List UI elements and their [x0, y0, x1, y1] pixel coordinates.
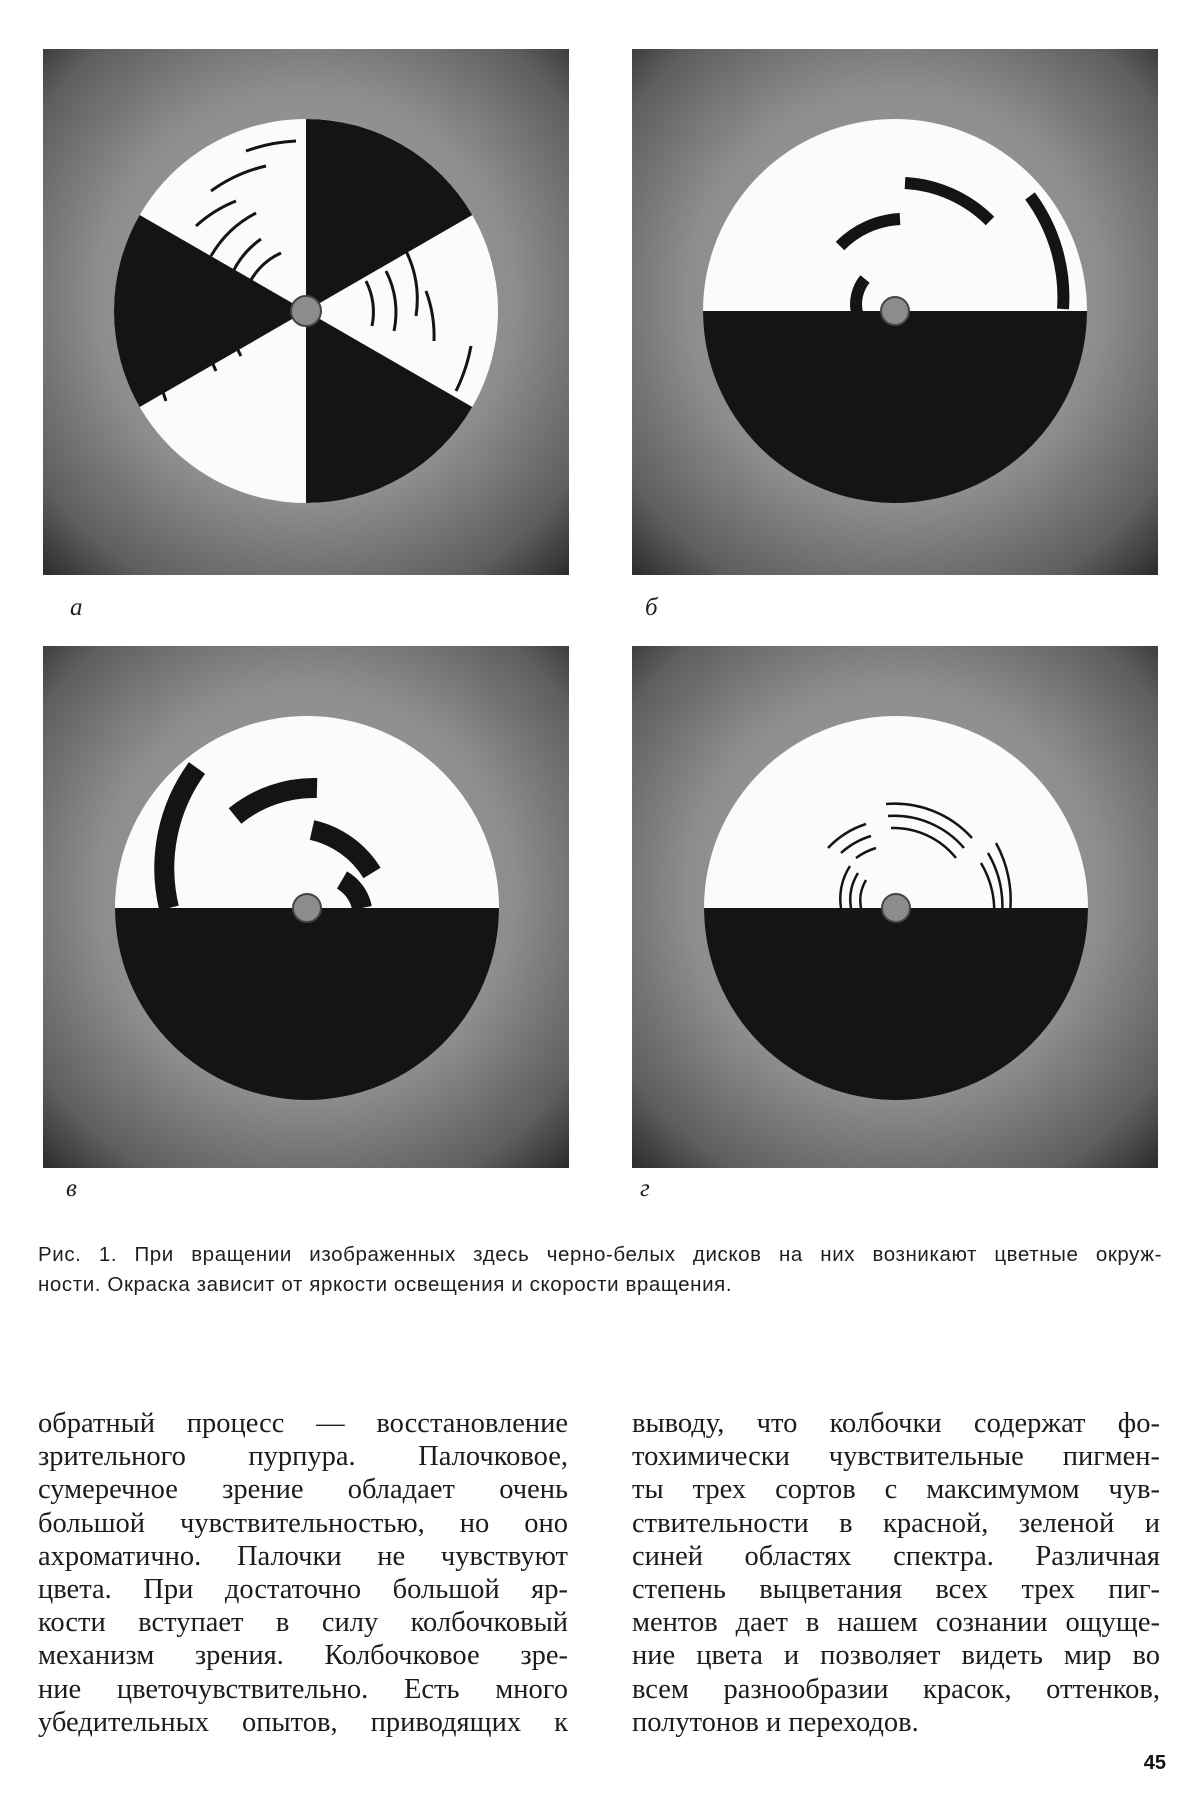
figure-panel-v [43, 646, 569, 1168]
text-line: убедительных опытов, приводящих к [38, 1706, 568, 1738]
panel-label-a: а [70, 594, 83, 621]
figure-caption [38, 1240, 1162, 1300]
disc-half-image-g [632, 646, 1158, 1168]
text-line: синей областях спектра. Различная [632, 1540, 1160, 1572]
page-number: 45 [1143, 1752, 1166, 1774]
figure-panel-g [632, 646, 1158, 1168]
panel-label-g: г [640, 1175, 650, 1202]
disc-sectors-image [43, 49, 569, 575]
text-line: ствительности в красной, зеленой и [632, 1507, 1160, 1539]
text-line: кости вступает в силу колбочковый [38, 1607, 568, 1639]
text-line: зрительного пурпура. Палочковое, [38, 1441, 568, 1473]
text-line: ментов дает в нашем сознании ощуще- [632, 1607, 1160, 1639]
figure-panel-a [43, 49, 569, 575]
text-line: обратный процесс — восстановление [38, 1408, 568, 1439]
disc-half-image-b [632, 49, 1158, 575]
text-line: большой чувствительностью, но оно [38, 1507, 568, 1539]
text-line: ние цвета и позволяет видеть мир во [632, 1640, 1160, 1672]
panel-label-v: в [66, 1175, 77, 1202]
body-column-left [38, 1407, 568, 1739]
caption-line: ности. Окраска зависит от яркости освещения и скорости вращения. [38, 1273, 733, 1296]
figure-panel-b [632, 49, 1158, 575]
text-line: ние цветочувствительно. Есть много [38, 1673, 568, 1705]
text-line: полутонов и переходов. [632, 1706, 919, 1738]
disc-half-image-v [43, 646, 569, 1168]
caption-line: Рис. 1. При вращении изображенных здесь черно-белых дисков на них возникают цветные окруж- [38, 1243, 1162, 1266]
text-line: цвета. При достаточно большой яр- [38, 1574, 568, 1606]
text-line: сумеречное зрение обладает очень [38, 1474, 568, 1506]
text-line: ты трех сортов с максимумом чув- [632, 1474, 1160, 1506]
body-column-right [632, 1407, 1160, 1739]
text-line: механизм зрения. Колбочковое зре- [38, 1640, 568, 1672]
text-line: тохимически чувствительные пигмен- [632, 1441, 1160, 1473]
text-line: ахроматично. Палочки не чувствуют [38, 1540, 568, 1572]
text-line: выводу, что колбочки содержат фо- [632, 1408, 1160, 1439]
panel-label-b: б [645, 594, 658, 621]
text-line: степень выцветания всех трех пиг- [632, 1574, 1160, 1606]
text-line: всем разнообразии красок, оттенков, [632, 1673, 1160, 1705]
